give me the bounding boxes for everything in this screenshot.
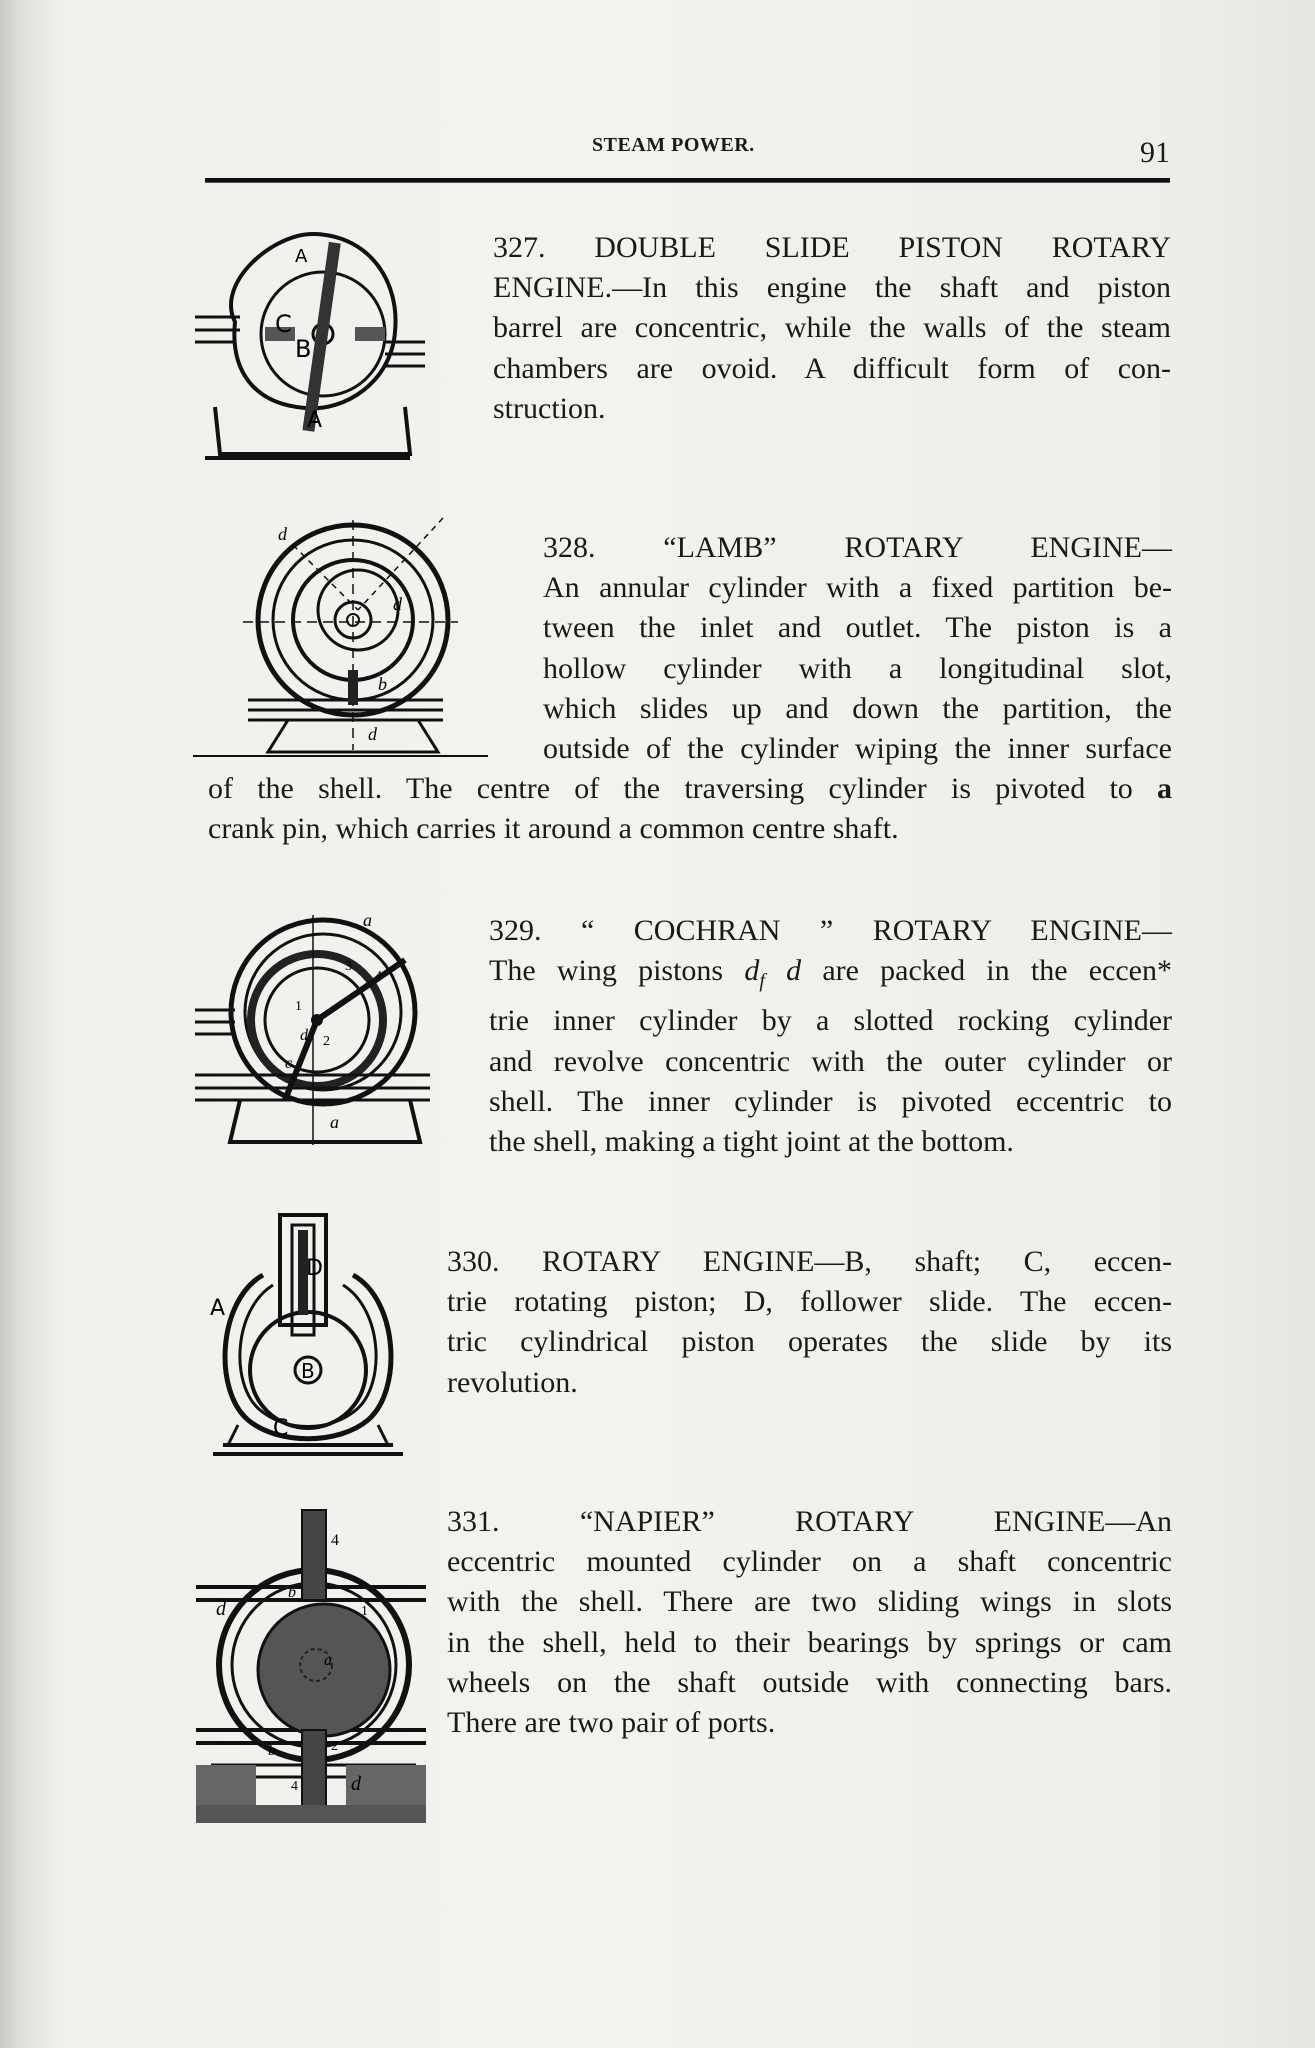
text-line: struction. [493,391,606,425]
text-line: 330. ROTARY ENGINE—B, shaft; C, eccen- [447,1245,1172,1278]
figure-327-double-slide-piston-engine [195,222,425,462]
figure-330-rotary-engine [208,1210,408,1460]
figure-331-napier-rotary-engine [196,1505,426,1825]
text-line-segment: of the shell. The centre of the traversing cylinder is pivoted to [208,772,1133,805]
fig331-label-b-top: b [288,1584,296,1601]
math-d: d [786,954,802,988]
text-line: tric cylindrical piston operates the slide by its [447,1325,1172,1359]
fig331-label-d-left: d [216,1598,226,1620]
text-line: trie inner cylinder by a slotted rocking cylinder [489,1004,1172,1038]
text-line: 327. DOUBLE SLIDE PISTON ROTARY [493,231,1171,264]
fig331-label-1: 1 [361,1604,368,1619]
fig327-label-c: C [275,310,292,338]
text-line: outside of the cylinder wiping the inner surface [543,732,1172,766]
text-line: hollow cylinder with a longitudinal slot, [543,651,1172,685]
text-line: 329. “ COCHRAN ” ROTARY ENGINE— [489,914,1172,947]
text-line: crank pin, which carries it around a common centre shaft. [208,812,899,846]
text-line: 331. “NAPIER” ROTARY ENGINE—An [447,1505,1172,1538]
text-line: tween the inlet and outlet. The piston is a [543,611,1172,645]
fig330-label-b: B [301,1359,315,1383]
figure-328-lamb-rotary-engine [193,510,493,775]
fig330-label-a: A [210,1296,226,1321]
text-line: trie rotating piston; D, follower slide. The eccen- [447,1285,1172,1319]
fig330-label-d: D [306,1256,323,1281]
text-line: eccentric mounted cylinder on a shaft concentric [447,1545,1172,1579]
fig327-label-a-lower: A [307,408,323,433]
fig331-label-4-bottom: 4 [291,1779,298,1794]
text-line: ENGINE.—In this engine the shaft and piston [493,271,1171,305]
fig329-label-a-top: a [363,910,372,930]
fig331-label-2: 2 [331,1739,338,1754]
fig331-label-b-bottom: b [268,1742,276,1759]
fig329-label-4: 4 [375,969,382,984]
fig329-label-c: c [285,1055,293,1072]
paragraph-327 [493,228,1171,429]
running-head: STEAM POWER. [592,134,755,156]
paragraph-328-bottom [208,769,1172,849]
fig329-label-2: 2 [323,1034,330,1049]
text-line: in the shell, held to their bearings by springs or cam [447,1625,1172,1659]
text-line: with the shell. There are two sliding wings in slots [447,1585,1172,1619]
text-line: 328. “LAMB” ROTARY ENGINE— [543,531,1172,564]
fig330-label-c: C [273,1416,289,1441]
fig328-label-d-top: d [278,524,287,544]
text-line [208,769,1172,809]
text-line: barrel are concentric, while the walls of the steam [493,311,1171,345]
fig328-label-d-mid: d [393,594,402,614]
text-line: and revolve concentric with the outer cylinder or [489,1044,1172,1078]
fig331-label-a: a [324,1652,332,1669]
paragraph-331 [447,1502,1172,1743]
text-line: the shell, making a tight joint at the bottom. [489,1125,1014,1159]
fig329-label-1: 1 [295,999,302,1014]
text-segment: are packed in the eccen* [822,954,1172,988]
text-line: revolution. [447,1365,578,1399]
fig329-label-a-bottom: a [330,1112,339,1132]
fig327-label-b: B [295,335,312,363]
header-rule [205,178,1170,183]
page-number: 91 [1140,136,1170,169]
fig328-label-b: b [378,674,387,694]
fig331-label-4-top: 4 [331,1532,339,1549]
text-line: wheels on the shaft outside with connecting bars. [447,1665,1172,1699]
text-line: There are two pair of ports. [447,1706,776,1740]
fig329-label-3: 3 [345,959,352,974]
fig331-label-d-bottom: d [351,1773,361,1795]
text-line: chambers are ovoid. A difficult form of con- [493,351,1171,385]
figure-329-cochran-rotary-engine [195,910,430,1150]
math-d: d [744,954,760,988]
text-line: which slides up and down the partition, the [543,691,1172,725]
paragraph-330 [447,1242,1172,1403]
text-line: shell. The inner cylinder is pivoted eccentric to [489,1084,1172,1118]
paragraph-329 [489,911,1172,1162]
text-segment: The wing pistons [489,954,724,988]
bold-article: a [1157,772,1172,805]
paragraph-328-top [543,528,1172,769]
fig327-label-a-upper: A [295,246,308,267]
fig329-label-d: d [300,1027,308,1044]
fig328-label-d-bottom: d [368,724,377,744]
math-subscript-f: f [759,970,765,993]
text-line: An annular cylinder with a fixed partition be- [543,571,1172,605]
text-line [489,951,1172,1001]
